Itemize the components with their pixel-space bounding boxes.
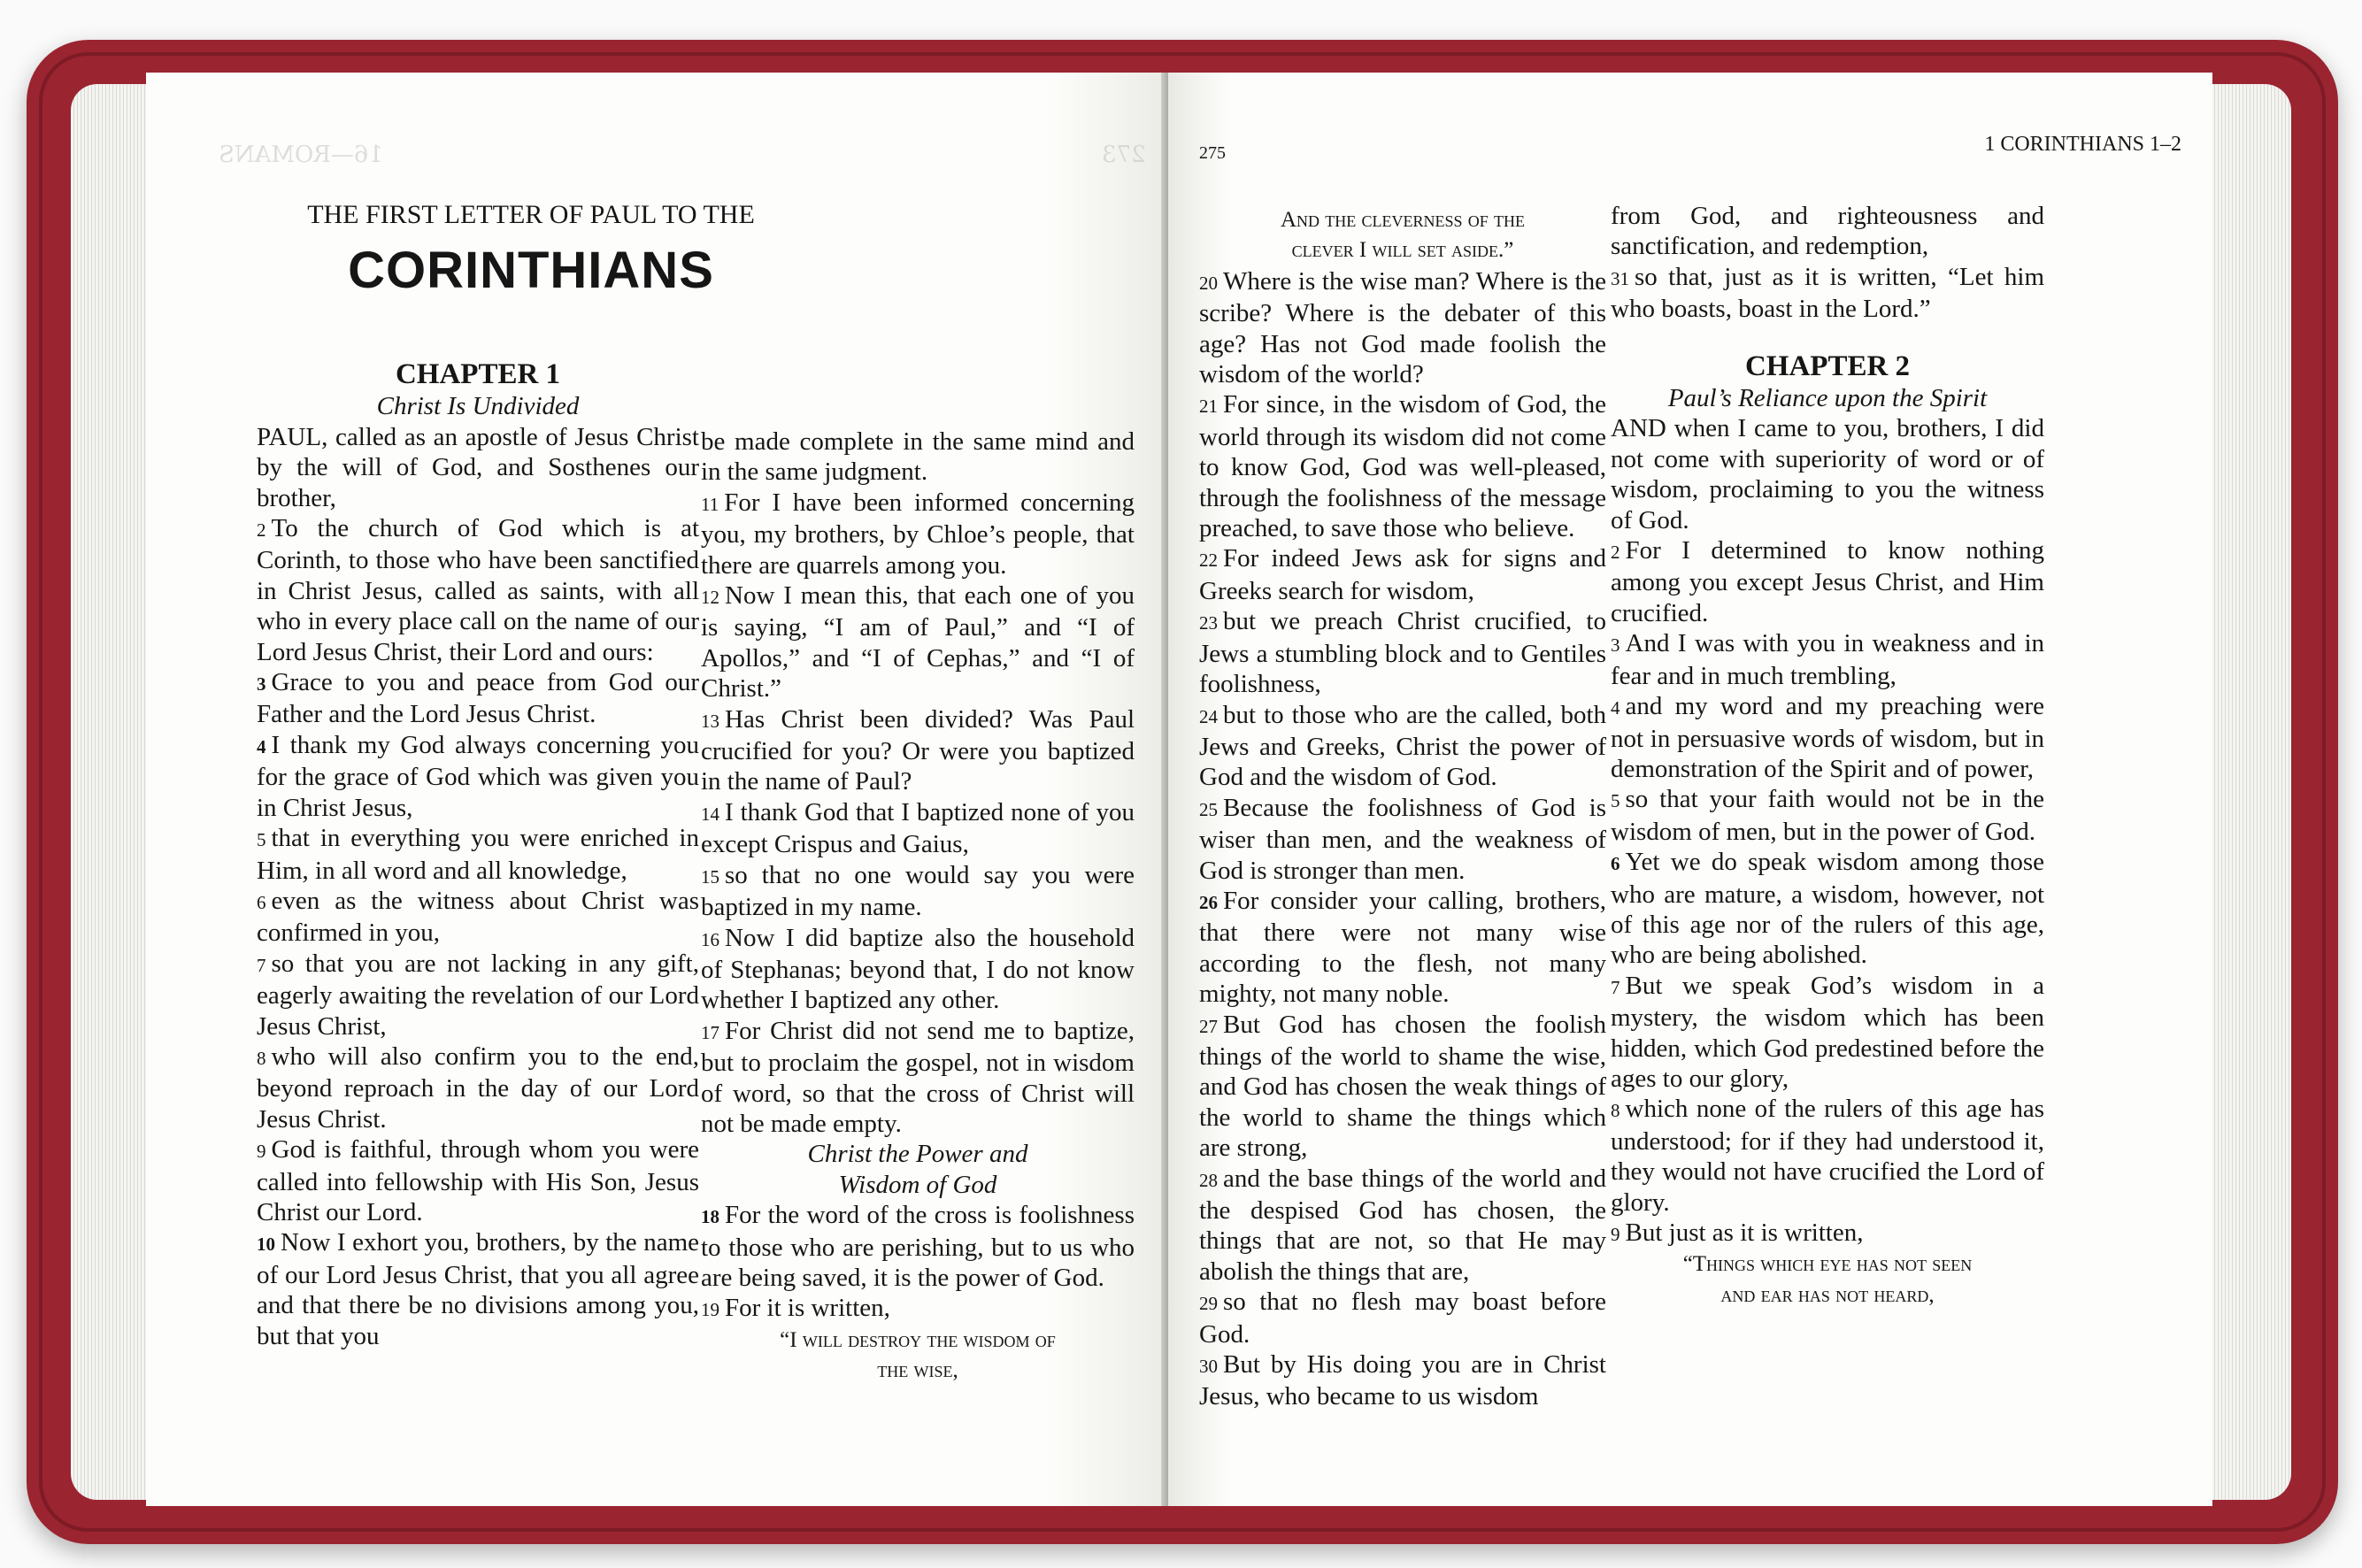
chapter-heading: CHAPTER 2 (1744, 350, 1911, 382)
verse-30: 30 But by His doing you are in Christ Jesus, who became to us wisdom (1199, 1350, 1606, 1411)
quote-line-2: clever I will set aside.” (1291, 238, 1514, 263)
verse-30-cont: from God, and righteousness and sanctification, and redemption, (1611, 202, 2044, 261)
verse-8: 8 who will also confirm you to the end, beyond reproach in the day of our Lord Jesus Christ. (257, 1041, 699, 1134)
verse-24: 24 but to those who are the called, both Jews and Greeks, Christ the power of God and the wisdom of God. (1199, 700, 1606, 792)
left-column-2 (701, 427, 1135, 1387)
verse-14: 14 I thank God that I baptized none of you except Crispus and Gaius, (701, 797, 1135, 859)
quote-line-2: the wise, (877, 1358, 958, 1383)
running-head: 1 CORINTHIANS 1–2 (1984, 133, 2181, 156)
section-subhead-2: Wisdom of God (838, 1170, 997, 1199)
verse-2-8: 8 which none of the rulers of this age has understood; for if they had understood it, they would not have crucified the Lord of glory. (1611, 1095, 2044, 1217)
verse-2-9: 9 But just as it is written, (1611, 1218, 1864, 1247)
verse-2-1: AND when I came to you, brothers, I did not come with superiority of word or of wisdom, proclaiming to you the witness of God. (1611, 414, 2044, 534)
verse-28: 28 and the base things of the world and the despised God has chosen, the things that are not, so that He may abolish the things that are, (1199, 1164, 1606, 1286)
verse-2-3: 3 And I was with you in weakness and in fear and in much trembling, (1611, 629, 2044, 690)
quote-line-1: And the cleverness of the (1280, 208, 1526, 232)
verse-27: 27 But God has chosen the foolish things of the world to shame the wise, and God has chosen the weak things of the world to shame the things which are strong, (1199, 1010, 1606, 1163)
quote-line-1: “Things which eye has not seen (1682, 1252, 1973, 1277)
quote-line-2: and ear has not heard, (1720, 1282, 1935, 1307)
book-title-line: THE FIRST LETTER OF PAUL TO THE (307, 200, 755, 229)
verse-2-6: 6 Yet we do speak wisdom among those who are mature, a wisdom, however, not of this age nor of the rulers of this age, who are being abolished. (1611, 848, 2044, 970)
page-number: 275 (1199, 143, 1226, 163)
verse-10-cont: be made complete in the same mind and in the same judgment. (701, 427, 1135, 487)
verse-17: 17 For Christ did not send me to baptize, but to proclaim the gospel, not in wisdom of word, so that the cross of Christ will not be made empty. (701, 1016, 1135, 1138)
verse-2-5: 5 so that your faith would not be in the wisdom of men, but in the power of God. (1611, 785, 2044, 846)
page-edges-right (2212, 84, 2291, 1500)
verse-12: 12 Now I mean this, that each one of you is saying, “I am of Paul,” and “I of Apollos,” and “I of Cephas,” and “I of Christ.” (701, 581, 1135, 703)
verse-20: 20 Where is the wise man? Where is the scribe? Where is the debater of this age? Has not God made foolish the wisdom of the world? (1199, 266, 1606, 389)
verse-5: 5 that in everything you were enriched in Him, in all word and all knowledge, (257, 824, 699, 885)
ghost-running-head: 16—ROMANS (219, 142, 383, 168)
verse-25: 25 Because the foolishness of God is wiser than men, and the weakness of God is stronger than men. (1199, 793, 1606, 885)
right-page (1168, 73, 2212, 1506)
verse-2-7: 7 But we speak God’s wisdom in a mystery, the wisdom which has been hidden, which God predestined before the ages to our glory, (1611, 971, 2044, 1093)
verse-22: 22 For indeed Jews ask for signs and Greeks search for wisdom, (1199, 544, 1606, 605)
verse-2: 2 To the church of God which is at Corinth, to those who have been sanctified in Christ Jesus, called as saints, with all who in every place call on the name of our Lord Jesus Christ, their Lord and ours: (257, 514, 699, 666)
verse-29: 29 so that no flesh may boast before God. (1199, 1287, 1606, 1349)
verse-15: 15 so that no one would say you were baptized in my name. (701, 860, 1135, 922)
right-column-1 (1199, 205, 1606, 1412)
page-edges-left (71, 84, 150, 1500)
verse-23: 23 but we preach Christ crucified, to Jews a stumbling block and to Gentiles foolishness, (1199, 607, 1606, 699)
verse-3: 3 Grace to you and peace from God our Father and the Lord Jesus Christ. (257, 668, 699, 729)
section-subhead-1: Christ the Power and (807, 1140, 1028, 1169)
left-page (146, 73, 1168, 1506)
verse-31: 31 so that, just as it is written, “Let him who boasts, boast in the Lord.” (1611, 262, 2044, 324)
verse-2-4: 4 and my word and my preaching were not in persuasive words of wisdom, but in demonstration of the Spirit and of power, (1611, 692, 2044, 783)
verse-18: 18 For the word of the cross is foolishness to those who are perishing, but to us who are being saved, it is the power of God. (701, 1201, 1135, 1292)
section-subhead: Paul’s Reliance upon the Spirit (1667, 384, 1988, 413)
verse-4: 4 I thank my God always concerning you for the grace of God which was given you in Christ Jesus, (257, 730, 699, 822)
book-title: CORINTHIANS (348, 242, 714, 299)
verse-1: PAUL, called as an apostle of Jesus Christ by the will of God, and Sosthenes our brother, (257, 422, 699, 512)
verse-11: 11 For I have been informed concerning you, my brothers, by Chloe’s people, that there are quarrels among you. (701, 488, 1135, 580)
chapter-heading: CHAPTER 1 (395, 358, 561, 390)
right-column-2 (1611, 201, 2044, 1311)
verse-2-2: 2 For I determined to know nothing among you except Jesus Christ, and Him crucified. (1611, 536, 2044, 627)
section-subhead: Christ Is Undivided (376, 392, 580, 421)
verse-26: 26 For consider your calling, brothers, that there were not many wise according to the flesh, not many mighty, not many noble. (1199, 886, 1606, 1009)
verse-21: 21 For since, in the wisdom of God, the world through its wisdom did not come to know God, God was well-pleased, through the foolishness of the message preached, to save those who believe. (1199, 390, 1606, 543)
verse-7: 7 so that you are not lacking in any gift, eagerly awaiting the revelation of our Lord Jesus Christ, (257, 949, 699, 1041)
quote-line-1: “I will destroy the wisdom of (780, 1327, 1056, 1352)
ghost-page-number: 273 (1102, 142, 1146, 168)
verse-19: 19 For it is written, (701, 1294, 890, 1323)
verse-16: 16 Now I did baptize also the household of Stephanas; beyond that, I do not know whether I baptized any other. (701, 923, 1135, 1015)
verse-9: 9 God is faithful, through whom you were called into fellowship with His Son, Jesus Christ our Lord. (257, 1135, 699, 1226)
verse-10: 10 Now I exhort you, brothers, by the name of our Lord Jesus Christ, that you all agree and that there be no divisions among you, but that you (257, 1228, 699, 1350)
verse-6: 6 even as the witness about Christ was confirmed in you, (257, 886, 699, 948)
verse-13: 13 Has Christ been divided? Was Paul crucified for you? Or were you baptized in the name of Paul? (701, 704, 1135, 796)
left-column-1 (257, 356, 699, 1351)
